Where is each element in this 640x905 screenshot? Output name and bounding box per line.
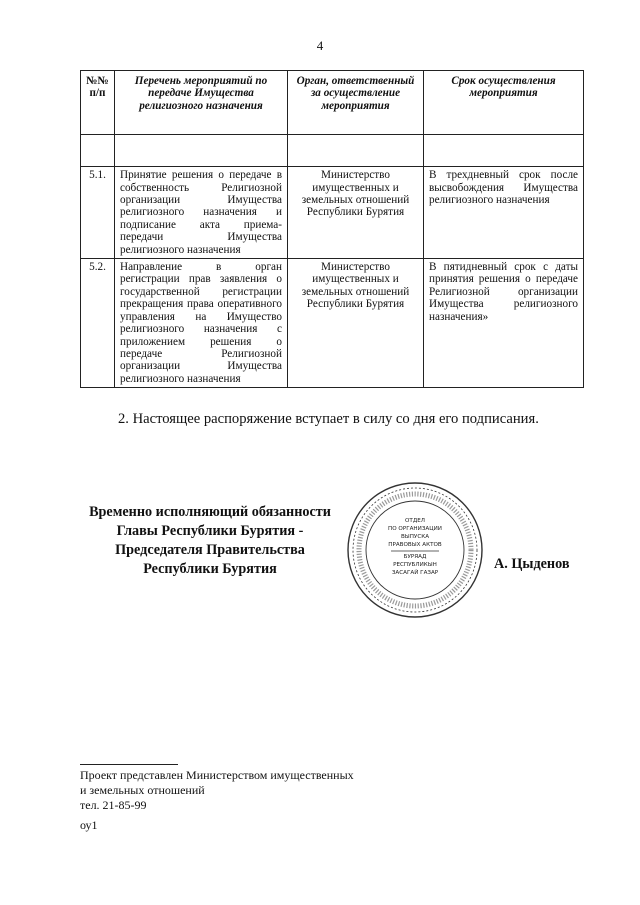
measures-table	[80, 70, 584, 388]
signatory-title	[80, 503, 340, 579]
table-spacer-row	[81, 135, 584, 167]
footer-line: и земельных отношений	[80, 783, 205, 797]
seal-line: ВЫПУСКА	[400, 534, 430, 540]
row-number: 5.2.	[81, 259, 115, 388]
row-measure: Принятие решения о передаче в собственность Религиозной организации Имущества религиозного назначения и подписание акта приема-передачи Имущества религиозного назначения	[115, 167, 288, 259]
row-term: В пятидневный срок с даты принятия решения о передаче Религиозной организации Имущества религиозного назначения»	[424, 259, 584, 388]
row-organ: Министерство имущественных и земельных отношений Республики Бурятия	[288, 167, 424, 259]
seal-line: ЗАСАГАЙ ГАЗАР	[391, 570, 439, 576]
row-organ: Министерство имущественных и земельных отношений Республики Бурятия	[288, 259, 424, 388]
seal-line: РЕСПУБЛИКЫН	[393, 562, 437, 568]
header-organ: Орган, ответственный за осуществление мероприятия	[288, 71, 424, 135]
document-code: оу1	[80, 818, 98, 832]
table-header-row	[81, 71, 584, 135]
footer-line: Проект представлен Министерством имущественных	[80, 768, 354, 782]
clause-2: 2. Настоящее распоряжение вступает в силу со дня его подписания.	[118, 411, 539, 427]
signatory-title-line: Главы Республики Бурятия -	[116, 523, 304, 539]
seal-line: ПО ОРГАНИЗАЦИИ	[388, 526, 442, 532]
seal-line: ОТДЕЛ	[405, 518, 425, 524]
row-measure: Направление в орган регистрации прав заявления о государственной регистрации прекращения права оперативного управления на Имущество религиозного назначения с приложением решения о передаче Религиозной организации Имущества религиозного назначения	[115, 259, 288, 388]
seal-line: ПРАВОВЫХ АКТОВ	[388, 542, 442, 548]
table-row	[81, 259, 584, 388]
footer-phone: тел. 21-85-99	[80, 798, 147, 812]
row-term: В трехдневный срок после высвобождения Имущества религиозного назначения	[424, 167, 584, 259]
page-number: 4	[316, 38, 324, 53]
header-measure: Перечень мероприятий по передаче Имущества религиозного назначения	[115, 71, 288, 135]
signatory-name: А. Цыденов	[494, 556, 570, 572]
signatory-title-line: Председателя Правительства	[115, 542, 305, 558]
header-term: Срок осуществления мероприятия	[424, 71, 584, 135]
signatory-title-line: Временно исполняющий обязанности	[89, 504, 331, 520]
footer-divider	[80, 764, 178, 765]
seal-line: БУРЯАД	[403, 554, 427, 560]
header-number: №№ п/п	[81, 71, 115, 135]
signatory-title-line: Республики Бурятия	[143, 561, 277, 577]
official-seal	[345, 480, 485, 620]
table-row	[81, 167, 584, 259]
footer-note	[80, 768, 354, 813]
row-number: 5.1.	[81, 167, 115, 259]
